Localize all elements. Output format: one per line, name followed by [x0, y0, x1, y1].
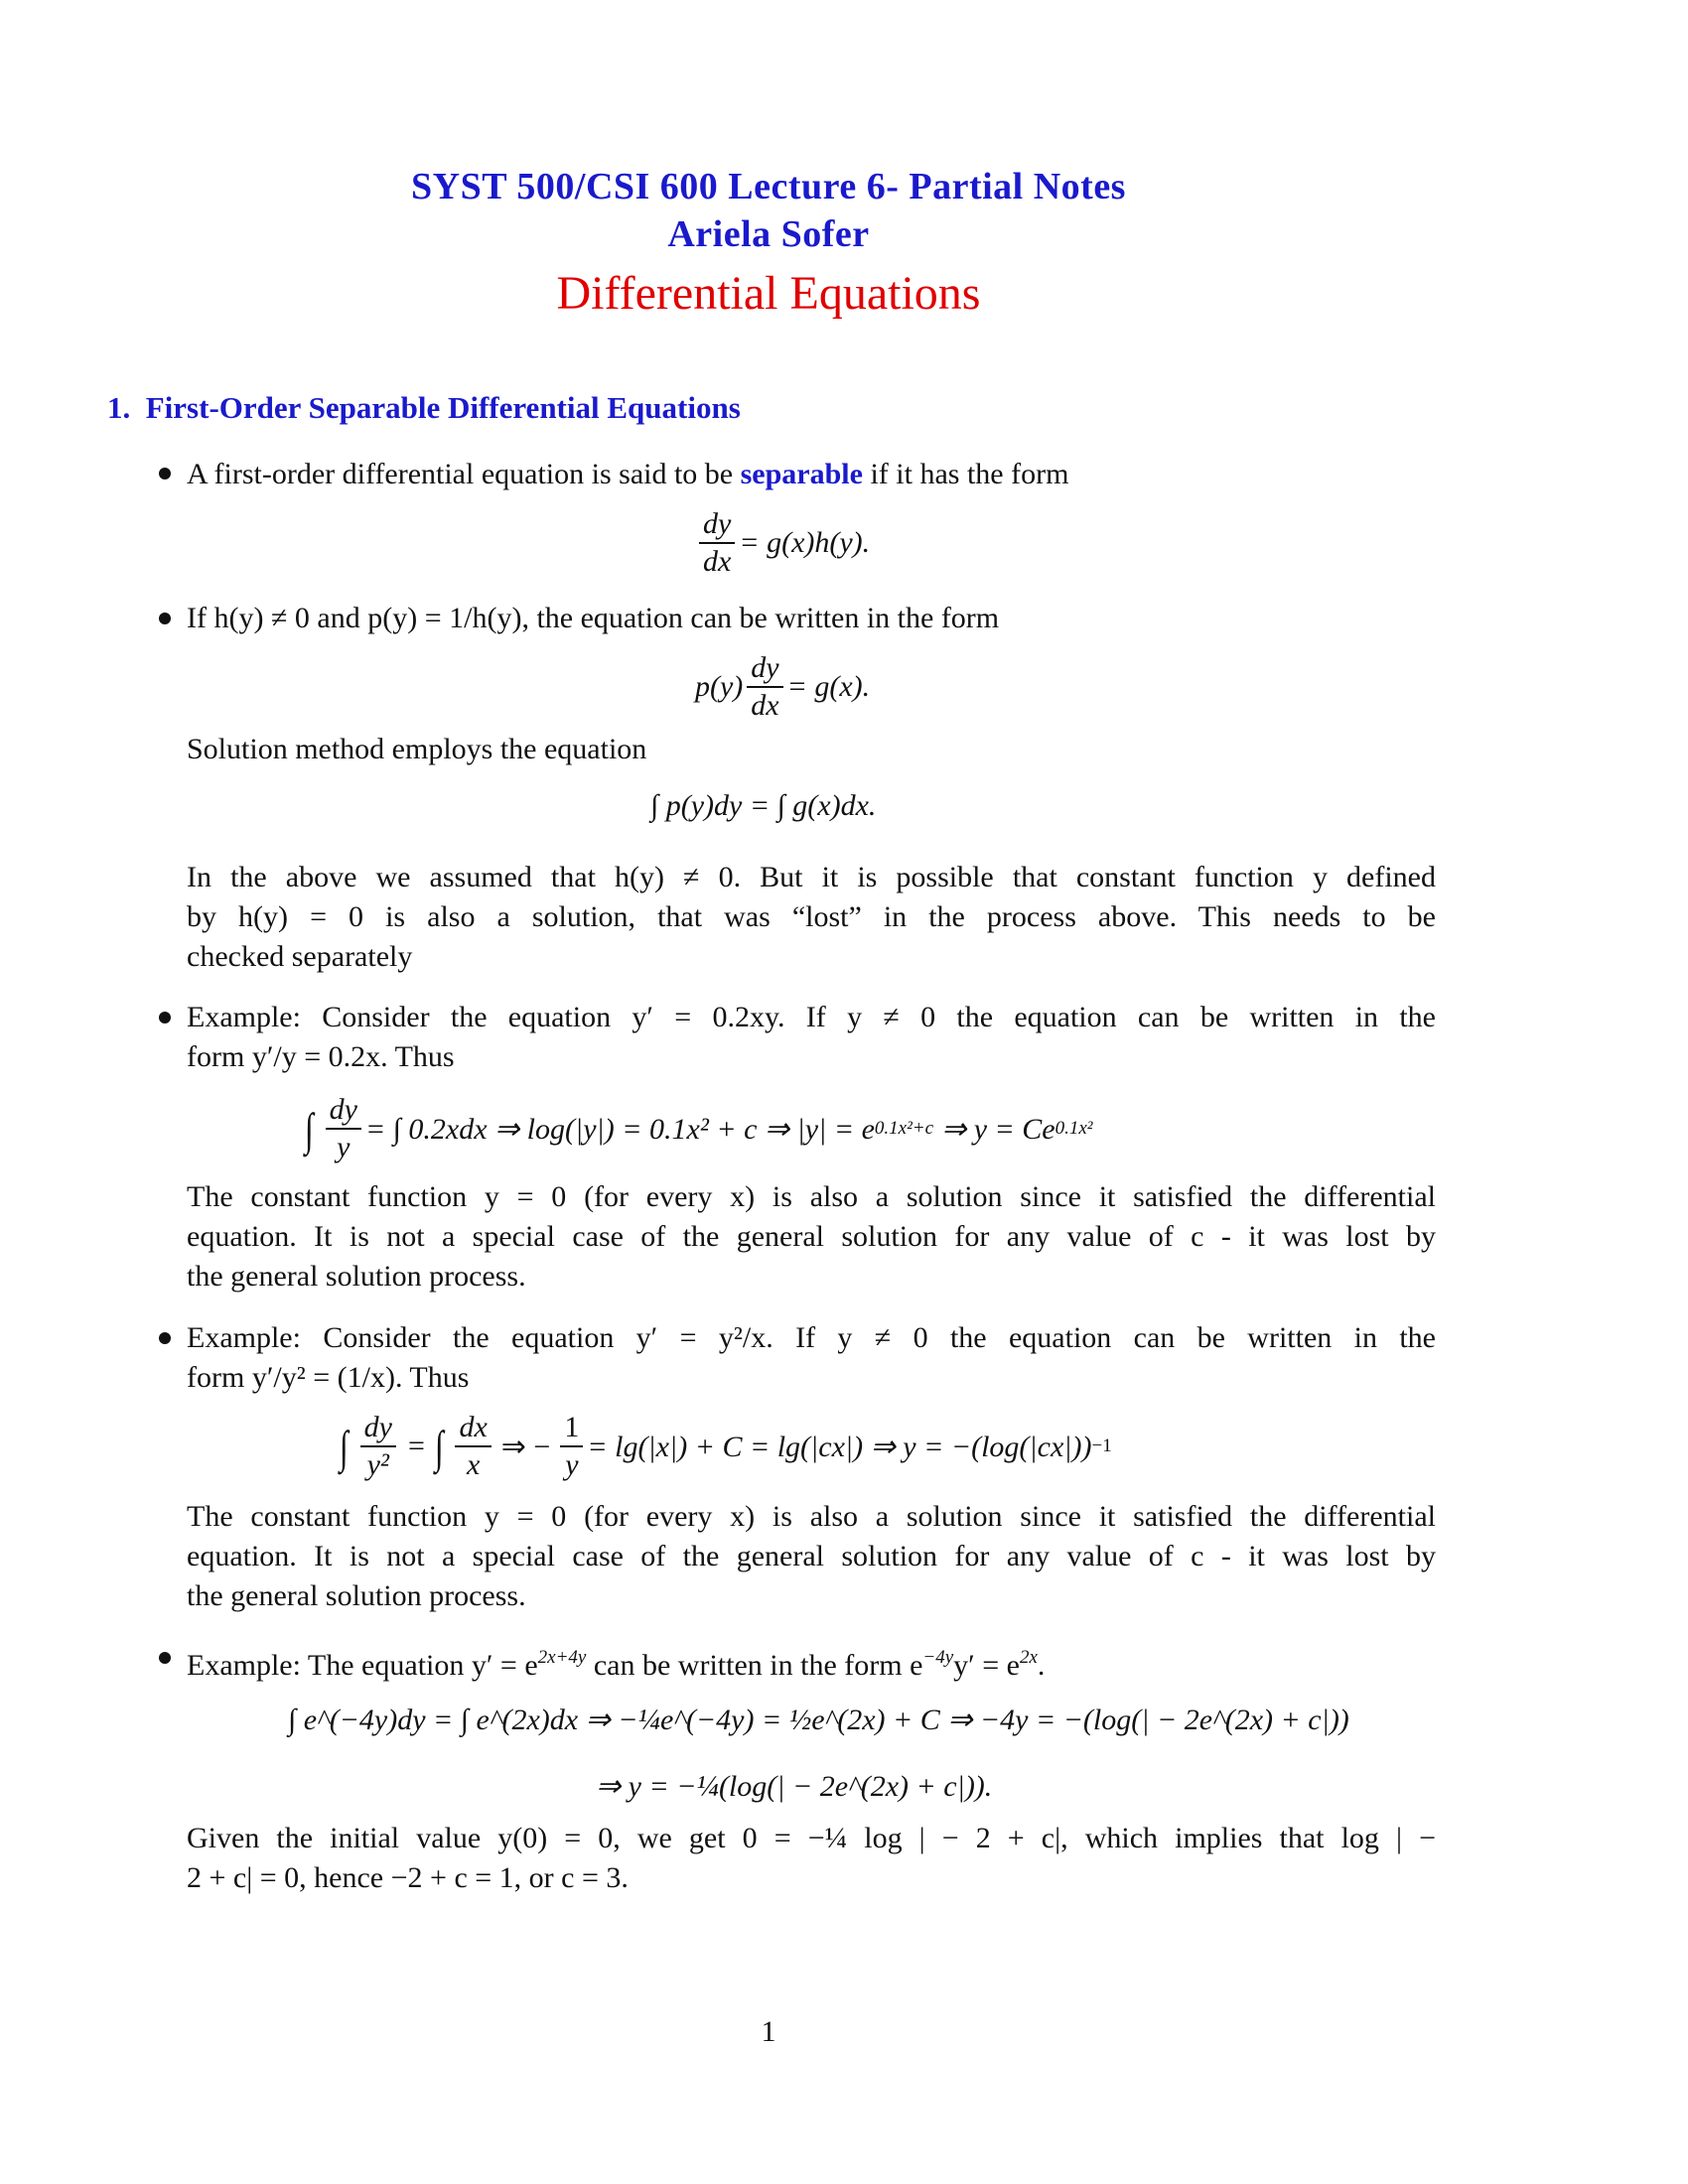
integral-sign: ∫ — [339, 1421, 349, 1472]
integral-sign: ∫ — [304, 1103, 314, 1155]
example-1-line: form y′/y = 0.2x. Thus — [187, 1040, 455, 1073]
note-line: by h(y) = 0 is also a solution, that was “lost” in the process above. This needs to be — [187, 900, 1436, 933]
section-heading — [107, 390, 741, 426]
example-2-line: form y′/y² = (1/x). Thus — [187, 1361, 470, 1394]
text: A first-order differential equation is said to be — [187, 458, 734, 490]
note-line: The constant function y = 0 (for every x) is also a solution since it satisfied the differential — [187, 1500, 1436, 1533]
text: if it has the form — [870, 458, 1069, 490]
page-number: 1 — [761, 2015, 776, 2048]
fraction — [455, 1410, 491, 1483]
implies-sign: ⇒ − — [500, 1430, 551, 1463]
note-line: the general solution process. — [187, 1579, 526, 1612]
bullet-2-text: If h(y) ≠ 0 and p(y) = 1/h(y), the equation can be written in the form — [187, 602, 1000, 634]
course-title: SYST 500/CSI 600 Lecture 6- Partial Notes — [411, 166, 1126, 207]
bullet-icon — [159, 1332, 171, 1344]
fraction — [560, 1410, 583, 1483]
equation-example-3-step2: ⇒ y = −¼(log(| − 2e^(2x) + c|)). — [596, 1770, 993, 1803]
equation-example-1 — [303, 1092, 1092, 1165]
bullet-icon — [159, 1012, 171, 1024]
numerator: 1 — [560, 1410, 583, 1447]
equation-separable-form — [695, 506, 870, 580]
bullet-1-text — [187, 455, 1436, 494]
topic-title: Differential Equations — [556, 267, 981, 320]
equation-integral-form: ∫ p(y)dy = ∫ g(x)dx. — [650, 789, 877, 822]
fraction — [360, 1410, 396, 1483]
example-3-line — [187, 1638, 1436, 1686]
note-line: equation. It is not a special case of the general solution for any value of c - it was lost by — [187, 1220, 1436, 1253]
equation-example-2 — [338, 1410, 1112, 1483]
equation-example-3-step1: ∫ e^(−4y)dy = ∫ e^(2x)dx ⇒ −¼e^(−4y) = ½e^(2x) + C ⇒ −4y = −(log(| − 2e^(2x) + c|)) — [288, 1704, 1349, 1736]
equation-body: ⇒ y = Ce — [941, 1112, 1055, 1146]
equation-rhs: = g(x). — [786, 670, 871, 703]
exponent: −1 — [1091, 1435, 1112, 1456]
note-line: checked separately — [187, 940, 413, 973]
note-line: The constant function y = 0 (for every x) is also a solution since it satisfied the differential — [187, 1180, 1436, 1213]
keyword-separable: separable — [740, 458, 863, 490]
equation-body: = ∫ 0.2xdx ⇒ log(|y|) = 0.1x² + c ⇒ |y| = e — [364, 1112, 875, 1146]
author-name: Ariela Sofer — [667, 213, 870, 255]
section-number: 1. — [107, 390, 131, 425]
numerator: dy — [360, 1410, 396, 1447]
denominator: y — [337, 1131, 351, 1163]
exponent: −4y — [922, 1647, 954, 1668]
exponent: 2x+4y — [537, 1647, 587, 1668]
equation-lhs: p(y) — [695, 670, 744, 703]
equation-body: = lg(|x|) + C = lg(|cx|) ⇒ y = −(log(|cx|)) — [587, 1430, 1092, 1463]
exponent: 0.1x² — [1055, 1118, 1093, 1139]
bullet-icon — [159, 613, 171, 624]
numerator: dy — [747, 650, 782, 688]
numerator: dx — [455, 1410, 491, 1447]
bullet-icon — [159, 468, 171, 479]
text: Example: The equation y′ = e — [187, 1649, 538, 1682]
numerator: dy — [326, 1092, 361, 1130]
denominator: x — [466, 1448, 481, 1481]
denominator: dx — [751, 689, 779, 722]
fraction — [747, 650, 782, 724]
equation-p-form — [695, 650, 870, 724]
fraction — [699, 506, 735, 580]
integral-sign: ∫ — [434, 1421, 444, 1472]
text: . — [1037, 1649, 1046, 1682]
bullet-icon — [159, 1652, 171, 1664]
equation-rhs: = g(x)h(y). — [739, 526, 871, 559]
conclusion-line: Given the initial value y(0) = 0, we get 0 = −¼ log | − 2 + c|, which implies that log | − — [187, 1822, 1436, 1854]
denominator: y — [565, 1448, 579, 1481]
numerator: dy — [699, 506, 735, 544]
section-title: First-Order Separable Differential Equations — [145, 390, 741, 425]
denominator: y² — [366, 1448, 389, 1481]
text: y′ = e — [953, 1649, 1020, 1682]
solution-intro: Solution method employs the equation — [187, 733, 647, 765]
exponent: 0.1x²+c — [874, 1118, 934, 1139]
example-1-line: Example: Consider the equation y′ = 0.2xy. If y ≠ 0 the equation can be written in the — [187, 1001, 1436, 1033]
denominator: dx — [703, 545, 732, 578]
note-line: In the above we assumed that h(y) ≠ 0. But it is possible that constant function y defined — [187, 861, 1436, 893]
note-line: the general solution process. — [187, 1260, 526, 1293]
example-2-line: Example: Consider the equation y′ = y²/x. If y ≠ 0 the equation can be written in the — [187, 1321, 1436, 1354]
conclusion-line: 2 + c| = 0, hence −2 + c = 1, or c = 3. — [187, 1861, 629, 1894]
fraction — [326, 1092, 361, 1165]
exponent: 2x — [1019, 1647, 1038, 1668]
text: can be written in the form e — [586, 1649, 923, 1682]
equals-sign: = — [407, 1430, 425, 1462]
note-line: equation. It is not a special case of the general solution for any value of c - it was lost by — [187, 1540, 1436, 1572]
